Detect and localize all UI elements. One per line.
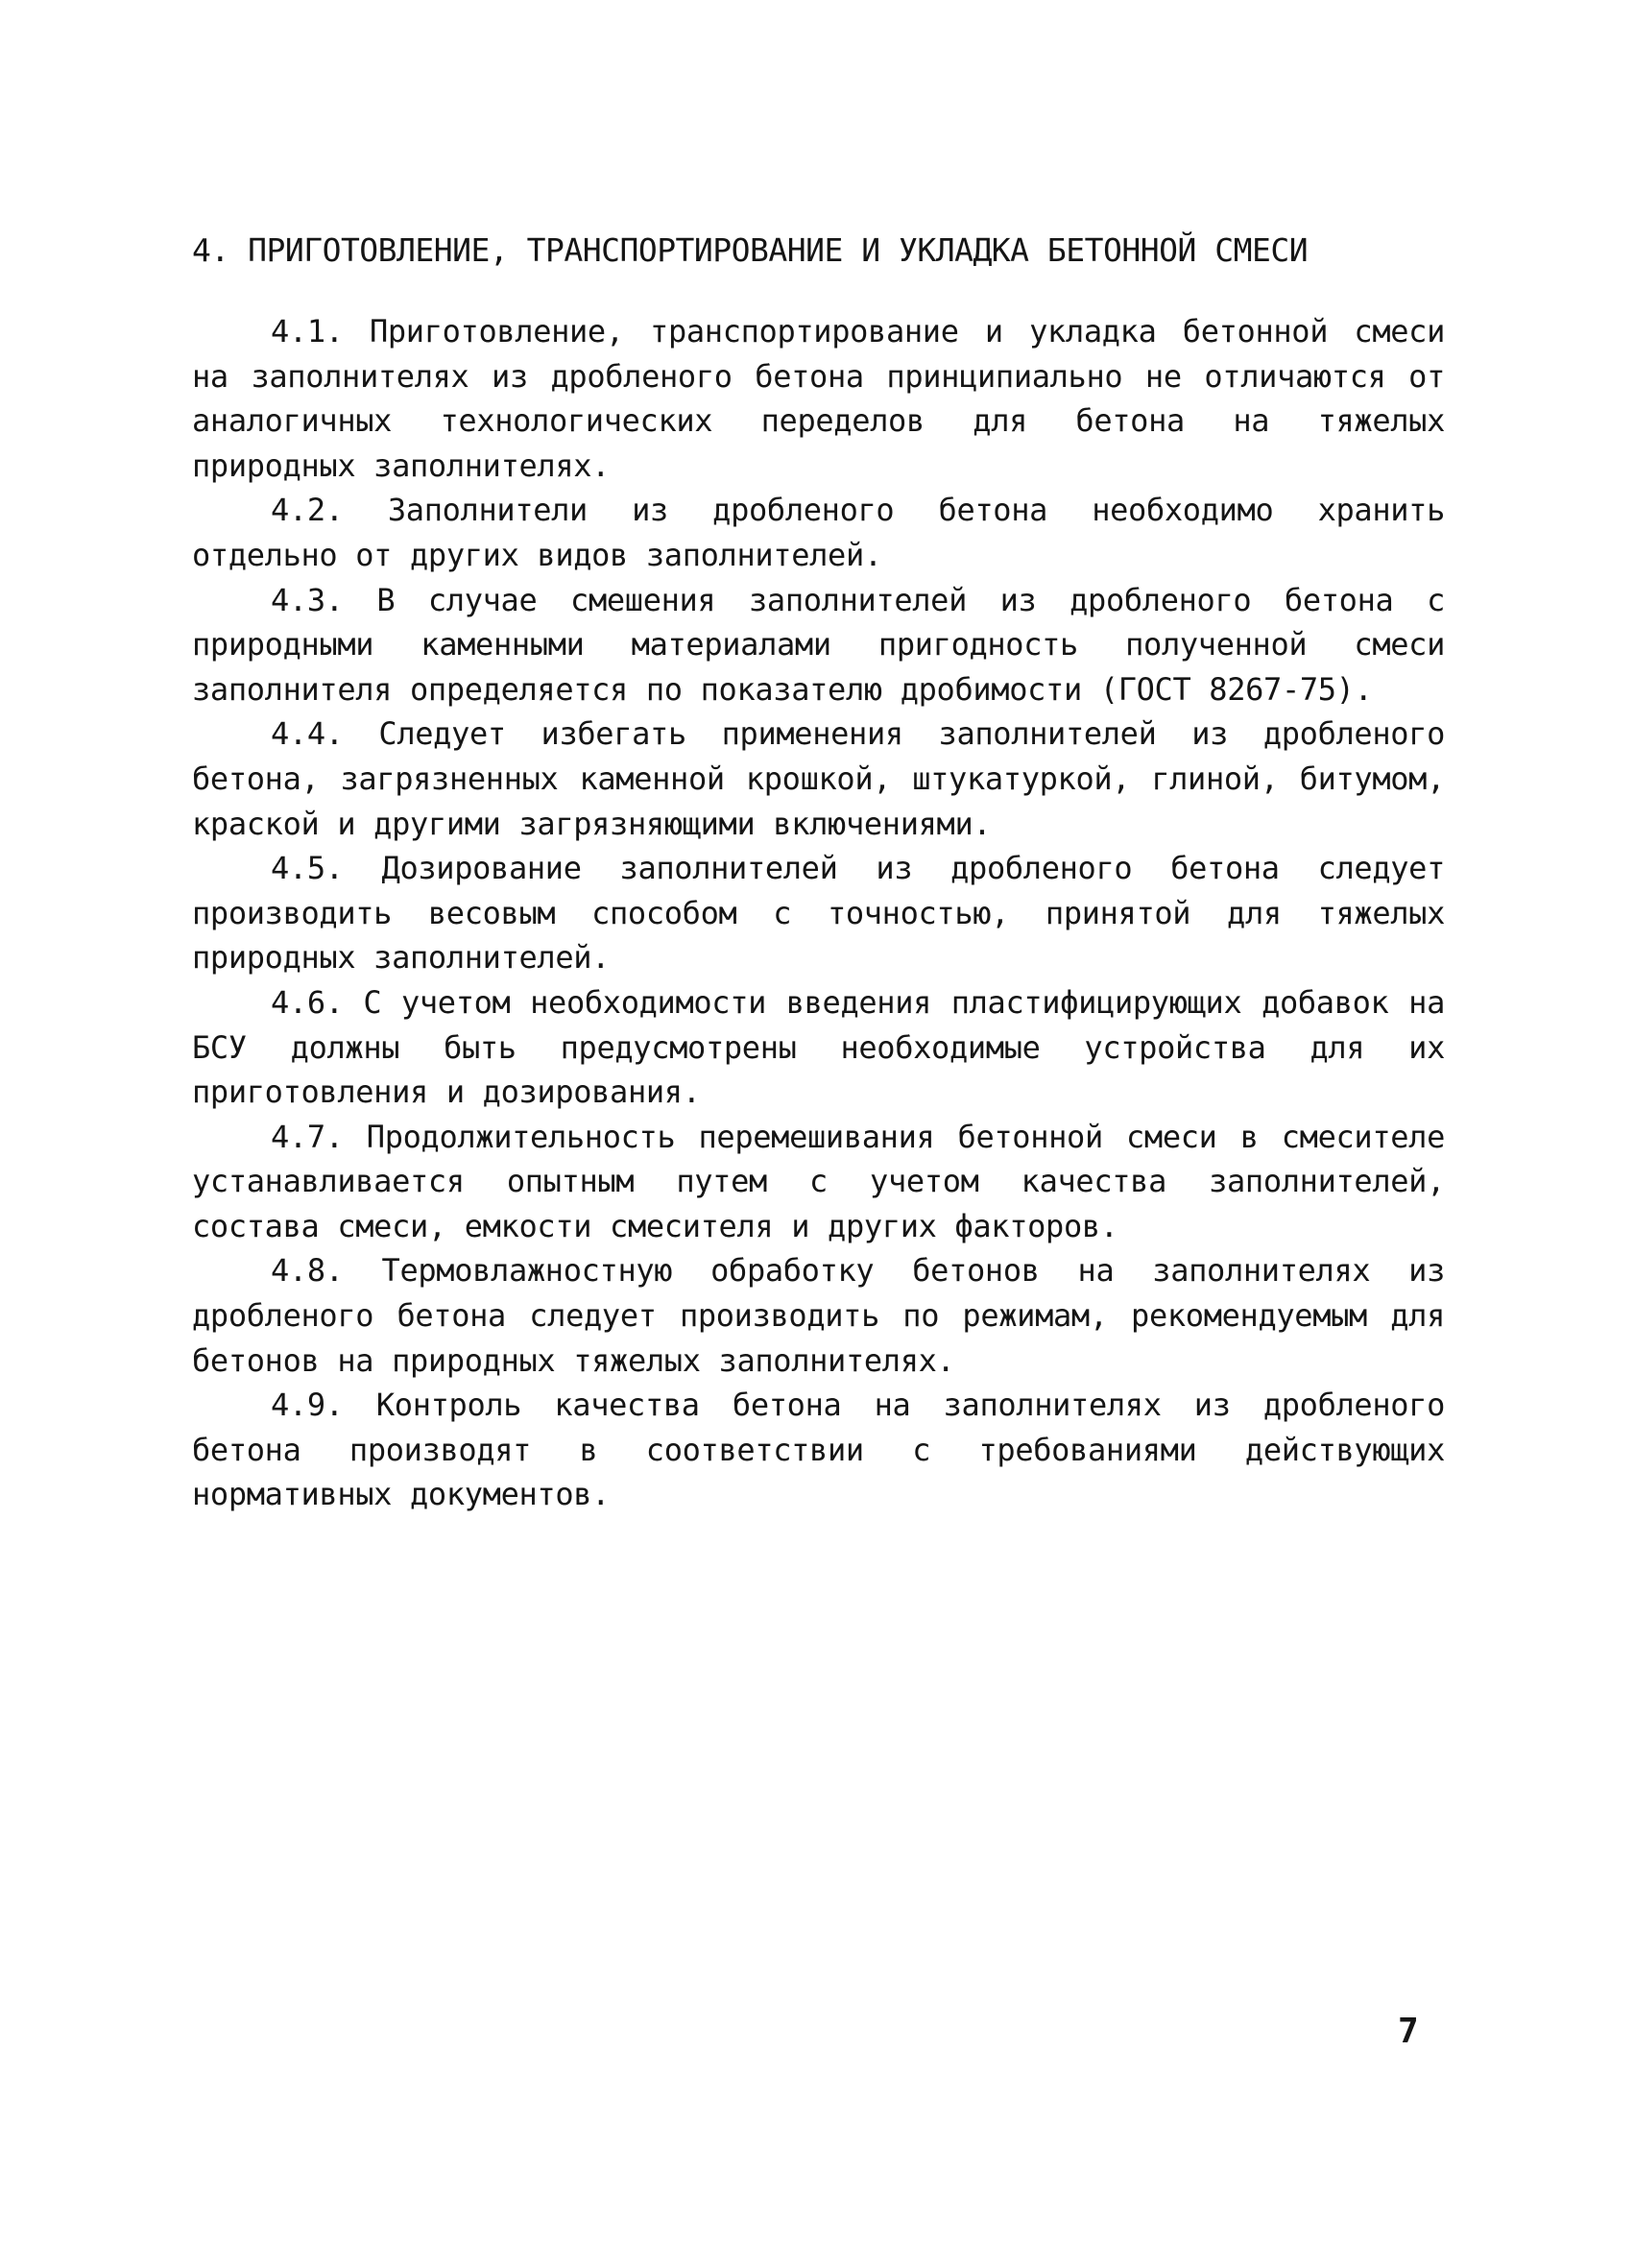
paragraph-4-4: 4.4. Следует избегать применения заполнителей из дробленого бетона, загрязненных каменной крошкой, штукатуркой, глиной, битумом, краской и другими загрязняющими включениями. <box>192 715 1445 842</box>
section-body <box>192 309 1445 1517</box>
section-heading: 4. ПРИГОТОВЛЕНИЕ, ТРАНСПОРТИРОВАНИЕ И УКЛАДКА БЕТОННОЙ СМЕСИ <box>192 231 1309 269</box>
paragraph-4-5: 4.5. Дозирование заполнителей из дробленого бетона следует производить весовым способом с точностью, принятой для тяжелых природных заполнителей. <box>192 850 1445 977</box>
paragraph-4-2: 4.2. Заполнители из дробленого бетона необходимо хранить отдельно от других видов заполнителей. <box>192 492 1445 573</box>
page-number: 7 <box>1398 2012 1419 2051</box>
paragraph-4-1: 4.1. Приготовление, транспортирование и укладка бетонной смеси на заполнителях из дробленого бетона принципиально не отличаются от аналогичных технологических переделов для бетона на тяжелых природных заполнителях. <box>192 313 1445 484</box>
paragraph-4-6: 4.6. С учетом необходимости введения пластифицирующих добавок на БСУ должны быть предусмотрены необходимые устройства для их приготовления и дозирования. <box>192 983 1445 1111</box>
paragraph-4-7: 4.7. Продолжительность перемешивания бетонной смеси в смесителе устанавливается опытным путем с учетом качества заполнителей, состава смеси, емкости смесителя и других факторов. <box>192 1118 1445 1244</box>
paragraph-4-8: 4.8. Термовлажностную обработку бетонов на заполнителях из дробленого бетона следует производить по режимам, рекомендуемым для бетонов на природных тяжелых заполнителях. <box>192 1252 1445 1379</box>
paragraph-4-3: 4.3. В случае смешения заполнителей из дробленого бетона с природными каменными материалами пригодность полученной смеси заполнителя определяется по показателю дробимости (ГОСТ 8267-75). <box>192 581 1445 708</box>
paragraph-4-9: 4.9. Контроль качества бетона на заполнителях из дробленого бетона производят в соответствии с требованиями действующих нормативных документов. <box>192 1387 1445 1513</box>
